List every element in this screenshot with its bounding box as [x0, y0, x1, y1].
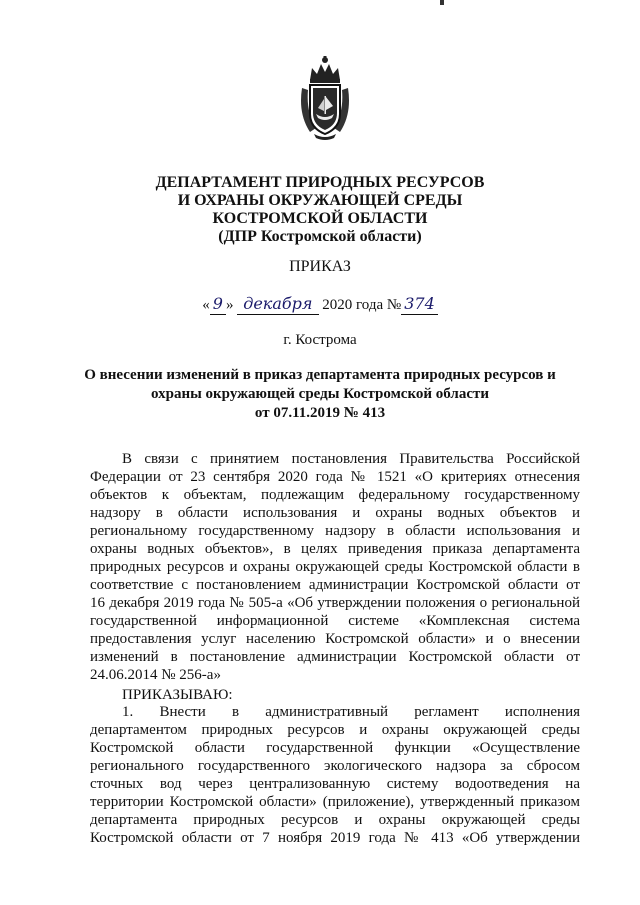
- text-line: объектов к объектам, подлежащим федеральному государственному: [90, 487, 580, 503]
- text-line: 1. Внести в административный регламент исполнения: [122, 704, 580, 720]
- text-line: регионального государственного экологического надзора за сбросом: [90, 758, 580, 774]
- text-line: изменений в постановление администрации Костромской области от: [90, 649, 580, 665]
- quote-open: «: [202, 297, 210, 313]
- city: г. Кострома: [283, 332, 357, 348]
- year-text: 2020 года №: [322, 297, 402, 313]
- subject-line: от 07.11.2019 № 413: [254, 405, 386, 421]
- text-line: департаментом природных ресурсов и охраны окружающей среды: [90, 722, 580, 738]
- department-name: [100, 174, 540, 246]
- department-line: КОСТРОМСКОЙ ОБЛАСТИ: [212, 210, 428, 227]
- text-line: территории Костромской области» (приложение), утвержденный приказом: [90, 794, 580, 810]
- department-line: И ОХРАНЫ ОКРУЖАЮЩЕЙ СРЕДЫ: [177, 192, 463, 209]
- handwritten-month: декабря: [237, 294, 318, 315]
- order-date-line: [100, 294, 540, 315]
- text-line: 24.06.2014 № 256-а»: [90, 667, 221, 683]
- handwritten-day: 9: [210, 294, 226, 315]
- order-directive: ПРИКАЗЫВАЮ:: [122, 687, 233, 703]
- quote-close: »: [225, 297, 234, 313]
- text-line: соответствие с постановлением администрации Костромской области от: [90, 577, 580, 593]
- document-type: ПРИКАЗ: [289, 258, 351, 275]
- handwritten-number: 374: [401, 294, 438, 315]
- subject-line: охраны окружающей среды Костромской области: [150, 386, 490, 402]
- text-line: Костромской области от 7 ноября 2019 года № 413 «Об утверждении: [90, 830, 580, 846]
- text-line: Федерации от 23 сентября 2020 года № 1521 «О критериях отнесения: [90, 469, 580, 485]
- text-line: 16 декабря 2019 года № 505-а «Об утверждении положения о региональной: [90, 595, 580, 611]
- order-subject: [60, 366, 580, 423]
- text-line: сточных вод через централизованную систему водоотведения на: [90, 776, 580, 792]
- department-abbreviation: (ДПР Костромской области): [218, 228, 422, 245]
- text-line: природных ресурсов и охраны окружающей среды Костромской области в: [90, 559, 580, 575]
- text-line: Костромской области государственной функции «Осуществление: [90, 740, 580, 756]
- preamble-paragraph: [90, 450, 580, 684]
- text-line: надзору в области использования и охраны водных объектов и: [90, 505, 580, 521]
- text-line: департамента природных ресурсов и охраны окружающей среды: [90, 812, 580, 828]
- kostroma-coat-of-arms-icon: [296, 54, 354, 140]
- text-line: государственной информационной системе «Комплексная система: [90, 613, 580, 629]
- order-item-1: [90, 703, 580, 847]
- text-line: В связи с принятием постановления Правительства Российской: [122, 451, 580, 467]
- text-line: предоставления услуг населению Костромской области» и о внесении: [90, 631, 580, 647]
- department-line: ДЕПАРТАМЕНТ ПРИРОДНЫХ РЕСУРСОВ: [155, 174, 485, 191]
- text-line: охраны водных объектов», в целях приведения приказа департамента: [90, 541, 580, 557]
- subject-line: О внесении изменений в приказ департамента природных ресурсов и: [84, 367, 556, 383]
- text-line: региональному государственному надзору в области использования и: [90, 523, 580, 539]
- scan-mark: [440, 0, 444, 5]
